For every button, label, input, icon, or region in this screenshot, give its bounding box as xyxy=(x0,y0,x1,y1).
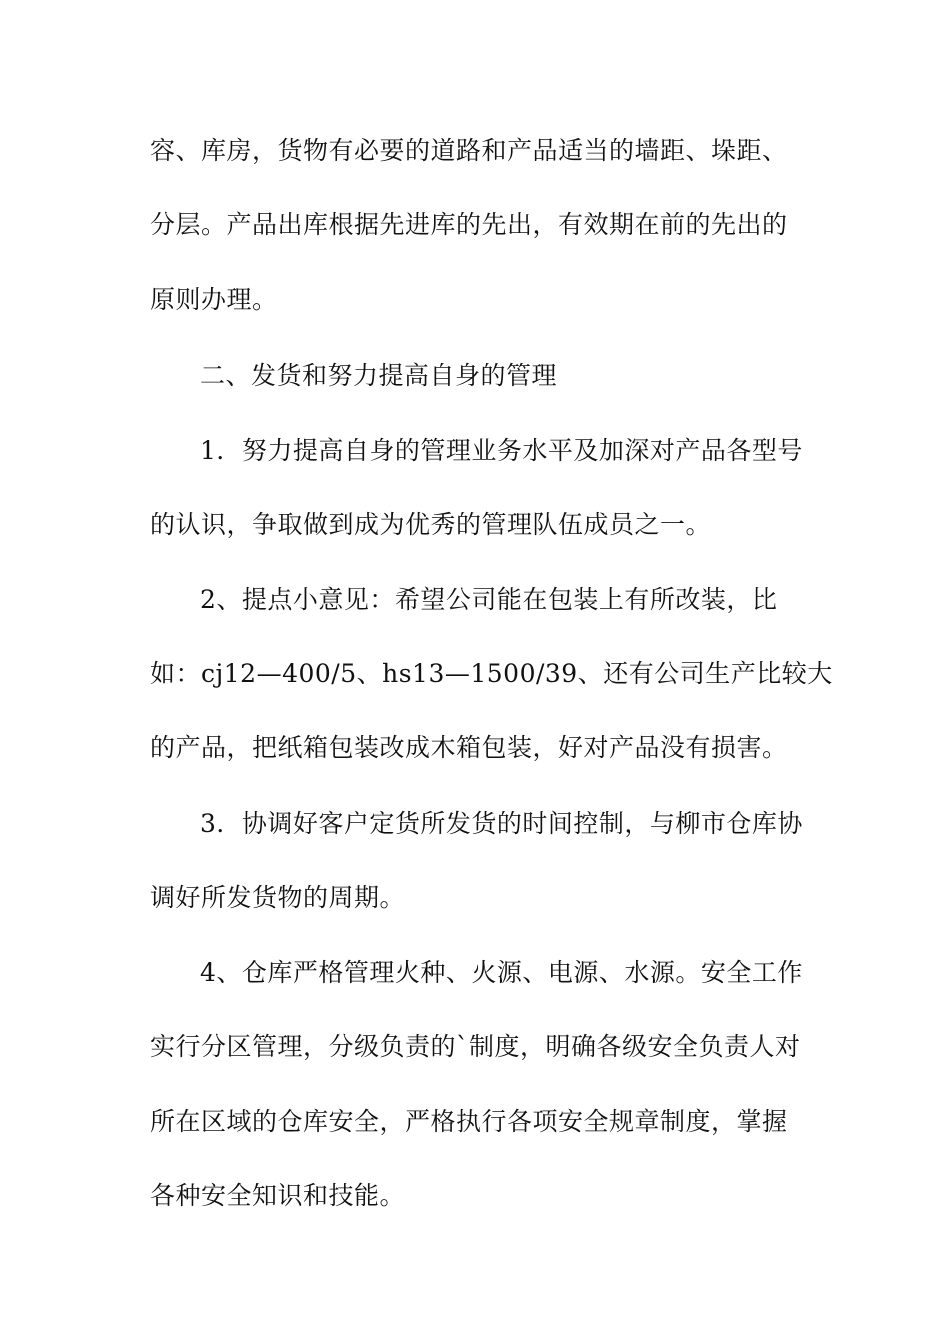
text-line: 原则办理。 xyxy=(150,285,278,314)
text-line: 4、仓库严格管理火种、火源、电源、水源。安全工作 xyxy=(200,958,803,987)
text-line: 调好所发货物的周期。 xyxy=(150,883,406,912)
text-line: 3．协调好客户定货所发货的时间控制，与柳市仓库协 xyxy=(200,809,803,838)
text-line: 的认识，争取做到成为优秀的管理队伍成员之一。 xyxy=(150,510,712,539)
text-line: 实行分区管理，分级负责的`制度，明确各级安全负责人对 xyxy=(150,1032,801,1061)
text-line: 各种安全知识和技能。 xyxy=(150,1181,406,1210)
text-line: 如：cj12—400/5、hs13—1500/39、还有公司生产比较大 xyxy=(150,659,833,688)
section-heading: 二、发货和努力提高自身的管理 xyxy=(200,361,558,390)
text-line: 的产品，把纸箱包装改成木箱包装，好对产品没有损害。 xyxy=(150,733,788,762)
text-line: 分层。产品出库根据先进库的先出，有效期在前的先出的 xyxy=(150,210,788,239)
text-line: 1．努力提高自身的管理业务水平及加深对产品各型号 xyxy=(200,436,803,465)
text-line: 2、提点小意见：希望公司能在包装上有所改装，比 xyxy=(200,585,778,614)
text-line: 所在区域的仓库安全，严格执行各项安全规章制度，掌握 xyxy=(150,1107,788,1136)
text-line: 容、库房，货物有必要的道路和产品适当的墙距、垛距、 xyxy=(150,136,788,165)
